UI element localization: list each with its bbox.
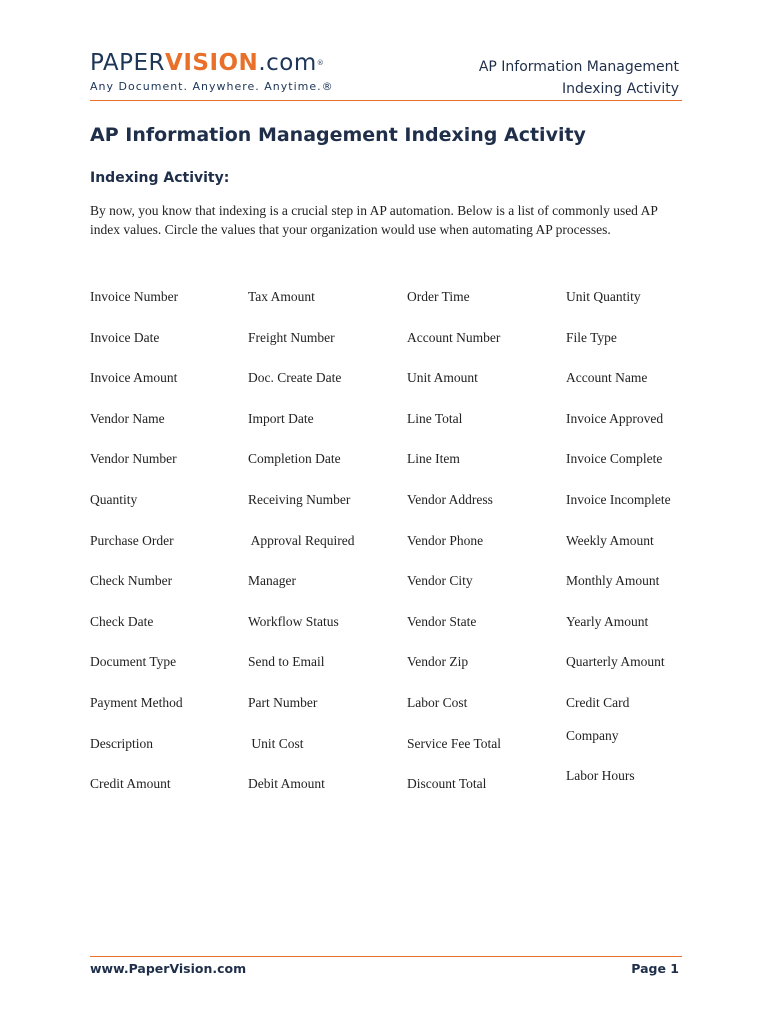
logo-wordmark	[90, 50, 330, 76]
index-value: Completion Date	[248, 451, 341, 467]
index-value: Import Date	[248, 410, 314, 426]
index-values-row	[90, 572, 690, 613]
logo-registered-mark: ®	[316, 59, 325, 67]
index-value: Send to Email	[248, 654, 325, 670]
index-value: Line Total	[407, 410, 463, 426]
index-value: Unit Cost	[248, 735, 304, 751]
index-value: Weekly Amount	[566, 532, 654, 548]
index-value: Service Fee Total	[407, 735, 502, 751]
index-value: Account Name	[566, 370, 648, 386]
index-value: Invoice Date	[90, 329, 160, 345]
index-values-row	[90, 288, 690, 329]
index-value: Company	[566, 727, 619, 743]
index-value: Vendor City	[407, 573, 473, 589]
index-value: Payment Method	[90, 694, 183, 710]
logo-tagline: Any Document. Anywhere. Anytime.®	[90, 80, 334, 93]
index-value: Manager	[248, 573, 296, 589]
index-value: Credit Card	[566, 694, 630, 710]
index-values-row	[90, 369, 690, 410]
index-values-row	[90, 532, 690, 573]
footer-divider	[90, 956, 682, 957]
index-value: Account Number	[407, 329, 501, 345]
index-values-grid	[90, 288, 690, 816]
logo-paper-text: PAPER	[90, 50, 166, 76]
index-value: Vendor Zip	[407, 654, 469, 670]
index-value: Receiving Number	[248, 491, 351, 507]
index-value: Freight Number	[248, 329, 335, 345]
index-values-row	[90, 329, 690, 370]
index-value: Purchase Order	[90, 532, 174, 548]
index-value: Vendor Name	[90, 410, 165, 426]
index-value: Quarterly Amount	[566, 654, 665, 670]
index-value: Yearly Amount	[566, 613, 649, 629]
index-value: Approval Required	[248, 532, 355, 548]
papervision-logo	[90, 50, 334, 100]
index-value: Order Time	[407, 289, 470, 304]
index-value: Part Number	[248, 694, 318, 710]
running-header	[479, 56, 679, 100]
index-value: Discount Total	[407, 776, 487, 792]
index-value: Tax Amount	[248, 289, 315, 304]
index-value: Unit Amount	[407, 370, 478, 386]
index-value: Unit Quantity	[566, 289, 641, 304]
index-value: Invoice Amount	[90, 370, 178, 386]
index-values-row	[90, 450, 690, 491]
index-value: Invoice Number	[90, 289, 179, 304]
index-value: Workflow Status	[248, 613, 339, 629]
index-value: Vendor Phone	[407, 532, 484, 548]
index-value: Vendor Address	[407, 491, 493, 507]
index-values-row	[90, 613, 690, 654]
index-value: Quantity	[90, 491, 138, 507]
index-value: Debit Amount	[248, 776, 325, 792]
index-value: Invoice Complete	[566, 451, 663, 467]
index-value: Description	[90, 735, 153, 751]
index-values-row	[90, 491, 690, 532]
page-title: AP Information Management Indexing Activity	[90, 124, 586, 146]
index-value: Check Date	[90, 613, 154, 629]
intro-paragraph: By now, you know that indexing is a crucial step in AP automation. Below is a list of commonly used AP index values. Circle the values that your organization would use when automating AP processes.	[90, 203, 658, 237]
footer-page-number: Page 1	[631, 961, 679, 976]
index-value: Vendor State	[407, 613, 477, 629]
logo-dotcom-text: .com	[258, 50, 317, 76]
index-values-row	[90, 768, 690, 816]
index-value: Monthly Amount	[566, 573, 660, 589]
index-value: Document Type	[90, 654, 177, 670]
index-value: Labor Hours	[566, 768, 635, 784]
index-values-row	[90, 653, 690, 694]
logo-vision-text: VISION	[165, 50, 259, 76]
index-value: Invoice Approved	[566, 410, 664, 426]
index-value: Credit Amount	[90, 776, 171, 792]
index-value: File Type	[566, 329, 617, 345]
footer-website: www.PaperVision.com	[90, 961, 247, 976]
header-divider	[90, 100, 682, 101]
index-value: Invoice Incomplete	[566, 491, 671, 507]
index-value: Vendor Number	[90, 451, 177, 467]
section-heading: Indexing Activity:	[90, 170, 230, 186]
running-header-line-1: AP Information Management	[478, 59, 679, 75]
index-value: Line Item	[407, 451, 460, 467]
index-value: Labor Cost	[407, 694, 468, 710]
index-value: Doc. Create Date	[248, 370, 342, 386]
index-value: Check Number	[90, 573, 173, 589]
index-values-row	[90, 410, 690, 451]
running-header-line-2: Indexing Activity	[562, 81, 679, 97]
